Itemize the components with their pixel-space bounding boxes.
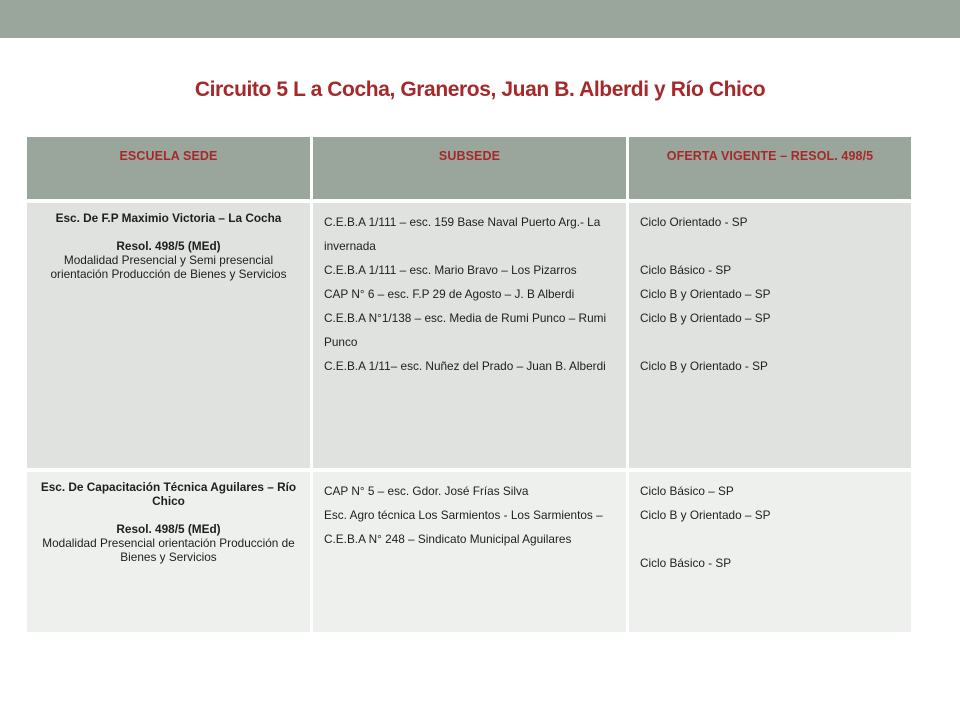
header-oferta-vigente: OFERTA VIGENTE – RESOL. 498/5 — [629, 137, 911, 199]
subsede-item: C.E.B.A N° 248 – Sindicato Municipal Aguilares — [324, 532, 572, 546]
sede-cell — [27, 203, 310, 468]
header-subsede: SUBSEDE — [313, 137, 626, 199]
oferta-cell — [629, 472, 911, 632]
oferta-item: Ciclo Básico - SP — [640, 263, 732, 277]
sede-description: Modalidad Presencial y Semi presencial orientación Producción de Bienes y Servicios — [50, 253, 287, 281]
circuit-table — [27, 137, 911, 632]
subsede-item: C.E.B.A 1/11– esc. Nuñez del Prado – Juan B. Alberdi — [324, 359, 606, 373]
table-row — [27, 203, 911, 468]
subsede-item: C.E.B.A 1/111 – esc. 159 Base Naval Puerto Arg.- La invernada — [324, 215, 601, 253]
subsede-item: C.E.B.A N°1/138 – esc. Media de Rumi Punco – Rumi Punco — [324, 311, 607, 349]
subsede-item: CAP N° 6 – esc. F.P 29 de Agosto – J. B Alberdi — [324, 287, 575, 301]
subsede-cell — [313, 472, 626, 632]
sede-name: Esc. De Capacitación Técnica Aguilares – Río Chico — [40, 480, 297, 508]
table-header-row — [27, 137, 911, 199]
sede-resol: Resol. 498/5 (MEd) — [116, 239, 221, 253]
table-row — [27, 472, 911, 632]
oferta-item: Ciclo Orientado - SP — [640, 215, 748, 229]
subsede-item: Esc. Agro técnica Los Sarmientos - Los Sarmientos – — [324, 508, 603, 522]
subsede-cell — [313, 203, 626, 468]
header-escuela-sede: ESCUELA SEDE — [27, 137, 310, 199]
top-bar — [0, 0, 960, 38]
oferta-item: Ciclo B y Orientado - SP — [640, 359, 768, 373]
oferta-item: Ciclo B y Orientado – SP — [640, 508, 771, 522]
sede-description: Modalidad Presencial orientación Producción de Bienes y Servicios — [42, 536, 295, 564]
page-title: Circuito 5 L a Cocha, Graneros, Juan B. Alberdi y Río Chico — [194, 78, 766, 101]
subsede-item: C.E.B.A 1/111 – esc. Mario Bravo – Los Pizarros — [324, 263, 577, 277]
oferta-item: Ciclo Básico - SP — [640, 556, 732, 570]
sede-name: Esc. De F.P Maximio Victoria – La Cocha — [55, 211, 282, 225]
oferta-item: Ciclo Básico – SP — [640, 484, 734, 498]
sede-cell — [27, 472, 310, 632]
subsede-item: CAP N° 5 – esc. Gdor. José Frías Silva — [324, 484, 529, 498]
oferta-item: Ciclo B y Orientado – SP — [640, 287, 771, 301]
oferta-item: Ciclo B y Orientado – SP — [640, 311, 771, 325]
oferta-cell — [629, 203, 911, 468]
sede-resol: Resol. 498/5 (MEd) — [116, 522, 221, 536]
